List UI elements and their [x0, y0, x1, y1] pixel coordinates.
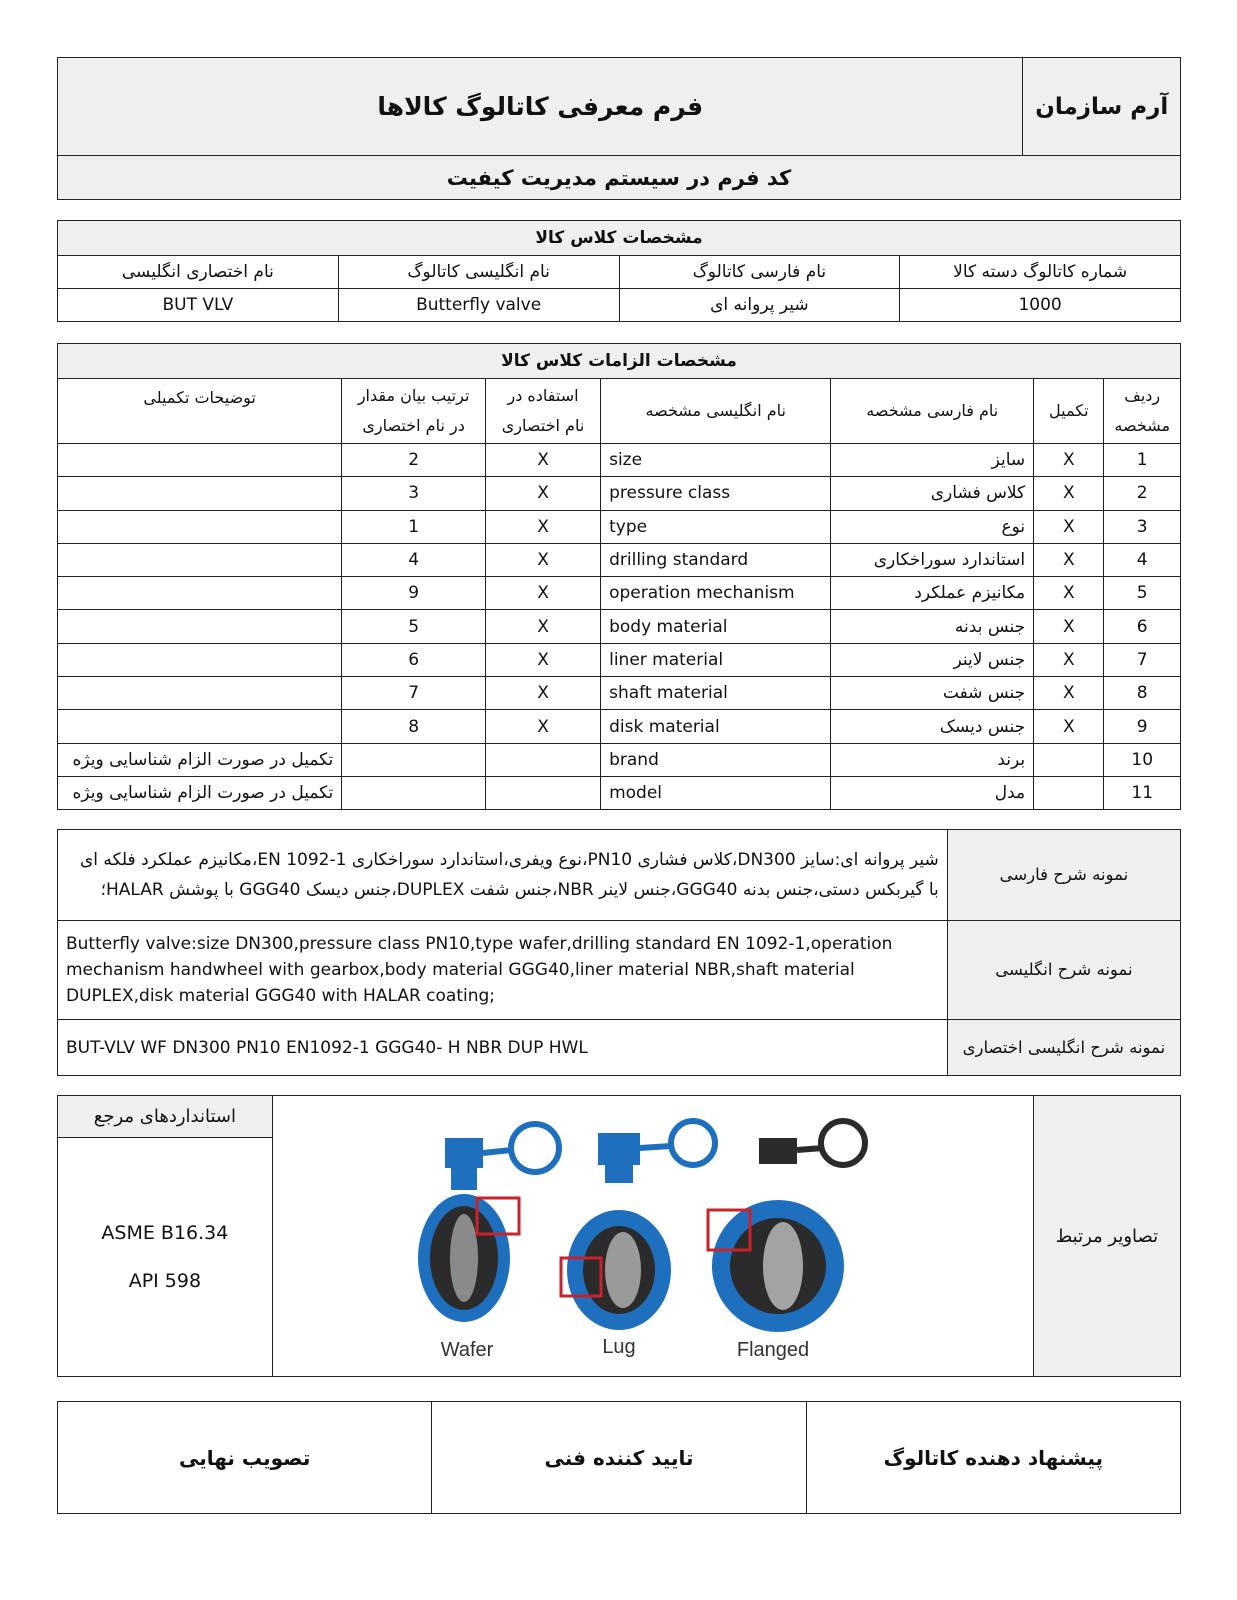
requirement-fill: X — [1034, 610, 1104, 643]
final-approval: تصویب نهایی — [58, 1402, 432, 1514]
header-fill: تکمیل — [1034, 379, 1104, 444]
requirement-fill: X — [1034, 710, 1104, 743]
requirement-fill: X — [1034, 577, 1104, 610]
requirement-fill: X — [1034, 643, 1104, 676]
header-notes: توضیحات تکمیلی — [58, 379, 342, 444]
standards-title: استانداردهای مرجع — [58, 1096, 273, 1138]
en-description-text: Butterfly valve:size DN300,pressure class PN10,type wafer,drilling standard EN 1092-1,operation mechanism handwheel with gearbox,body material GGG40,liner material NBR,shaft material DUPLEX,disk material GGG40 with HALAR coating; — [58, 921, 948, 1020]
requirement-en-name: liner material — [601, 643, 831, 676]
requirement-fill: X — [1034, 477, 1104, 510]
requirement-row — [58, 710, 1181, 743]
requirements-rows — [58, 444, 1181, 810]
standard-item: ASME B16.34 — [101, 1222, 229, 1244]
requirement-fa-name: سایز — [831, 444, 1034, 477]
requirement-note — [58, 643, 342, 676]
requirement-row-no: 1 — [1104, 444, 1181, 477]
requirement-row-no: 3 — [1104, 510, 1181, 543]
requirement-note — [58, 677, 342, 710]
value-fa-catalog-name: شیر پروانه ای — [619, 289, 900, 322]
header-fa-name: نام فارسی مشخصه — [831, 379, 1034, 444]
valve-label-flanged: Flanged — [736, 1339, 809, 1361]
requirement-use-in-abbr: X — [485, 477, 600, 510]
requirement-row-no: 2 — [1104, 477, 1181, 510]
requirement-note — [58, 543, 342, 576]
requirement-row-no: 7 — [1104, 643, 1181, 676]
form-code: کد فرم در سیستم مدیریت کیفیت — [58, 156, 1181, 200]
requirement-note — [58, 477, 342, 510]
requirement-row-no: 4 — [1104, 543, 1181, 576]
organization-logo-placeholder: آرم سازمان — [1023, 58, 1181, 156]
requirements-table — [57, 343, 1181, 810]
images-standards-table — [57, 1095, 1181, 1377]
requirement-fa-name: مکانیزم عملکرد — [831, 577, 1034, 610]
related-images-label: تصاویر مرتبط — [1033, 1096, 1180, 1377]
requirement-use-in-abbr: X — [485, 710, 600, 743]
requirement-fa-name: برند — [831, 743, 1034, 776]
value-catalog-number: 1000 — [900, 289, 1181, 322]
requirement-row — [58, 677, 1181, 710]
requirement-note — [58, 710, 342, 743]
header-order: ترتیب بیان مقدار در نام اختصاری — [342, 379, 486, 444]
requirement-order — [342, 776, 486, 809]
requirement-note — [58, 444, 342, 477]
lug-valve-image — [561, 1121, 715, 1330]
requirement-use-in-abbr: X — [485, 677, 600, 710]
value-en-abbr-name: BUT VLV — [58, 289, 339, 322]
requirement-fa-name: استاندارد سوراخکاری — [831, 543, 1034, 576]
header-en-abbr-name: نام اختصاری انگلیسی — [58, 256, 339, 289]
requirement-row — [58, 743, 1181, 776]
requirement-note: تکمیل در صورت الزام شناسایی ویژه — [58, 776, 342, 809]
requirement-fill: X — [1034, 444, 1104, 477]
requirement-fill: X — [1034, 543, 1104, 576]
requirement-order — [342, 743, 486, 776]
requirement-row-no: 5 — [1104, 577, 1181, 610]
header-row-no: ردیف مشخصه — [1104, 379, 1181, 444]
requirement-use-in-abbr: X — [485, 510, 600, 543]
requirement-en-name: brand — [601, 743, 831, 776]
requirement-row-no: 6 — [1104, 610, 1181, 643]
requirement-en-name: size — [601, 444, 831, 477]
catalog-proposer: پیشنهاد دهنده کاتالوگ — [806, 1402, 1180, 1514]
requirement-fa-name: کلاس فشاری — [831, 477, 1034, 510]
fa-description-label: نمونه شرح فارسی — [947, 830, 1180, 921]
descriptions-table — [57, 829, 1181, 1076]
class-spec-table — [57, 220, 1181, 322]
header-fa-catalog-name: نام فارسی کاتالوگ — [619, 256, 900, 289]
technical-approver: تایید کننده فنی — [432, 1402, 806, 1514]
valve-illustrations — [283, 1098, 1023, 1374]
requirements-title: مشخصات الزامات کلاس کالا — [58, 344, 1181, 379]
requirement-row-no: 10 — [1104, 743, 1181, 776]
abbr-description-label: نمونه شرح انگلیسی اختصاری — [947, 1020, 1180, 1076]
header-catalog-number: شماره کاتالوگ دسته کالا — [900, 256, 1181, 289]
requirement-note — [58, 610, 342, 643]
signature-table — [57, 1401, 1181, 1514]
requirement-order: 9 — [342, 577, 486, 610]
requirement-fa-name: جنس دیسک — [831, 710, 1034, 743]
requirement-fill: X — [1034, 510, 1104, 543]
requirement-order: 6 — [342, 643, 486, 676]
requirement-fa-name: نوع — [831, 510, 1034, 543]
class-spec-title: مشخصات کلاس کالا — [58, 221, 1181, 256]
requirement-row-no: 9 — [1104, 710, 1181, 743]
requirement-use-in-abbr — [485, 743, 600, 776]
requirement-en-name: model — [601, 776, 831, 809]
requirement-en-name: pressure class — [601, 477, 831, 510]
requirement-fill — [1034, 743, 1104, 776]
requirement-row — [58, 477, 1181, 510]
requirement-note — [58, 510, 342, 543]
requirement-note — [58, 577, 342, 610]
requirement-use-in-abbr: X — [485, 577, 600, 610]
requirement-row-no: 11 — [1104, 776, 1181, 809]
requirement-use-in-abbr: X — [485, 643, 600, 676]
requirement-en-name: type — [601, 510, 831, 543]
header-en-name: نام انگلیسی مشخصه — [601, 379, 831, 444]
requirement-order: 8 — [342, 710, 486, 743]
requirement-fa-name: مدل — [831, 776, 1034, 809]
requirement-row — [58, 610, 1181, 643]
requirement-order: 3 — [342, 477, 486, 510]
requirement-fa-name: جنس بدنه — [831, 610, 1034, 643]
wafer-valve-image — [418, 1124, 559, 1322]
requirement-use-in-abbr: X — [485, 543, 600, 576]
requirement-row — [58, 444, 1181, 477]
requirement-use-in-abbr — [485, 776, 600, 809]
fa-description-text: شیر پروانه ای:سایز DN300،کلاس فشاری PN10،نوع ویفری،استاندارد سوراخکاری EN 1092-1،مکانیزم عملکرد فلکه ای با گیربکس دستی،جنس بدنه GGG40،جنس لاینر NBR،جنس شفت DUPLEX،جنس دیسک GGG40 با پوشش HALAR؛ — [58, 830, 948, 921]
form-title: فرم معرفی کاتالوگ کالاها — [58, 58, 1023, 156]
reference-standards-list — [58, 1138, 273, 1377]
requirement-en-name: disk material — [601, 710, 831, 743]
header-en-catalog-name: نام انگلیسی کاتالوگ — [338, 256, 619, 289]
requirement-row — [58, 543, 1181, 576]
standard-item: API 598 — [128, 1270, 202, 1292]
value-en-catalog-name: Butterfly valve — [338, 289, 619, 322]
requirement-use-in-abbr: X — [485, 444, 600, 477]
requirement-en-name: shaft material — [601, 677, 831, 710]
header-use-in-abbr: استفاده در نام اختصاری — [485, 379, 600, 444]
requirement-en-name: drilling standard — [601, 543, 831, 576]
requirement-en-name: body material — [601, 610, 831, 643]
requirement-row — [58, 643, 1181, 676]
requirement-en-name: operation mechanism — [601, 577, 831, 610]
requirement-order: 5 — [342, 610, 486, 643]
requirement-note: تکمیل در صورت الزام شناسایی ویژه — [58, 743, 342, 776]
requirement-order: 1 — [342, 510, 486, 543]
requirement-fa-name: جنس لاینر — [831, 643, 1034, 676]
en-description-label: نمونه شرح انگلیسی — [947, 921, 1180, 1020]
requirement-order: 7 — [342, 677, 486, 710]
abbr-description-text: BUT-VLV WF DN300 PN10 EN1092-1 GGG40- H NBR DUP HWL — [58, 1020, 948, 1076]
flanged-valve-image — [708, 1121, 865, 1332]
valve-label-lug: Lug — [602, 1336, 636, 1358]
requirement-fill: X — [1034, 677, 1104, 710]
requirement-order: 4 — [342, 543, 486, 576]
requirement-row-no: 8 — [1104, 677, 1181, 710]
requirement-order: 2 — [342, 444, 486, 477]
valve-label-wafer: Wafer — [440, 1339, 494, 1361]
requirement-row — [58, 577, 1181, 610]
requirement-fill — [1034, 776, 1104, 809]
requirement-use-in-abbr: X — [485, 610, 600, 643]
valve-images-cell — [272, 1096, 1033, 1377]
requirement-row — [58, 776, 1181, 809]
form-header — [57, 57, 1181, 200]
requirement-fa-name: جنس شفت — [831, 677, 1034, 710]
requirement-row — [58, 510, 1181, 543]
